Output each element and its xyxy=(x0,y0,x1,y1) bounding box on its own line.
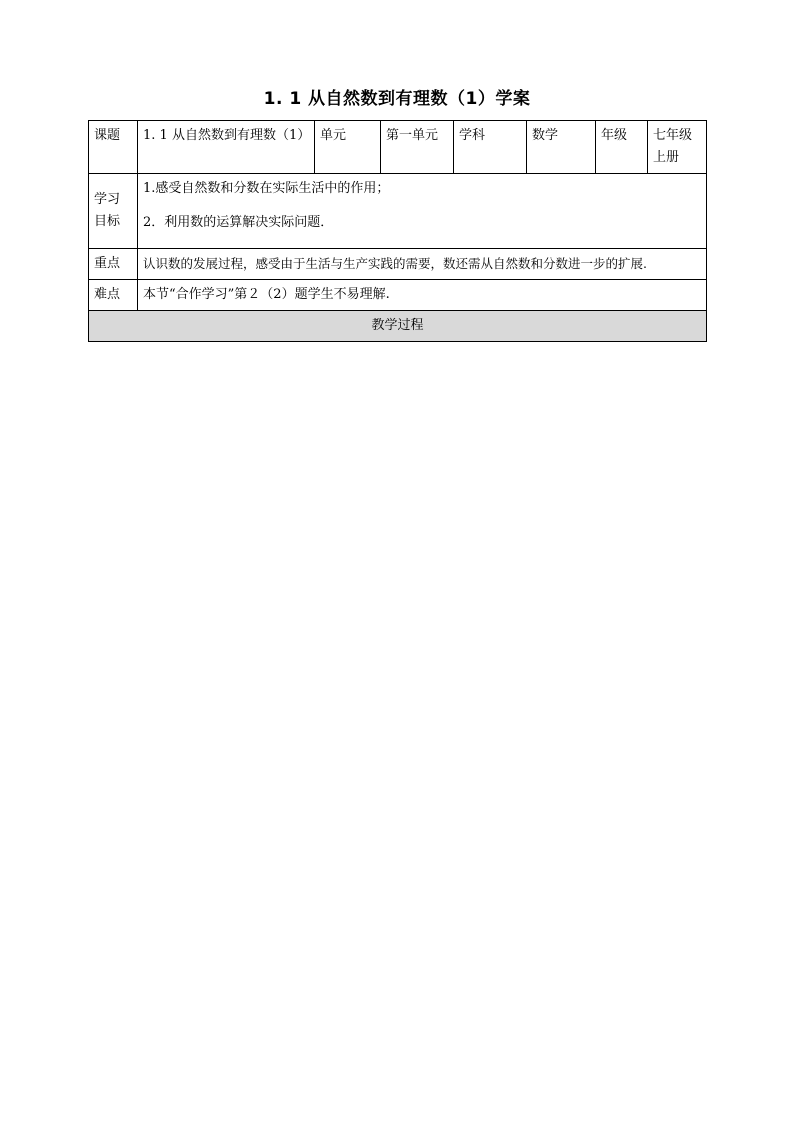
goals-row xyxy=(89,174,707,249)
unit-label: 单元 xyxy=(315,121,381,174)
goals-label: 学习目标 xyxy=(89,174,138,249)
process-row xyxy=(89,311,707,342)
header-row xyxy=(89,121,707,174)
difficulty-label: 难点 xyxy=(89,280,138,311)
difficulty-row xyxy=(89,280,707,311)
unit-value: 第一单元 xyxy=(381,121,454,174)
subject-value: 数学 xyxy=(527,121,596,174)
goal-item: 2．利用数的运算解决实际问题． xyxy=(143,215,334,230)
page-title: 1. 1 从自然数到有理数（1）学案 xyxy=(263,89,531,109)
topic-label: 课题 xyxy=(89,121,138,174)
subject-label: 学科 xyxy=(454,121,527,174)
key-point-row xyxy=(89,249,707,280)
goal-item: 1.感受自然数和分数在实际生活中的作用； xyxy=(143,181,390,196)
lesson-plan-table xyxy=(88,120,707,342)
grade-label: 年级 xyxy=(596,121,648,174)
goals-content xyxy=(138,174,707,249)
key-point-text: 认识数的发展过程，感受由于生活与生产实践的需要，数还需从自然数和分数进一步的扩展. xyxy=(138,249,707,280)
key-point-label: 重点 xyxy=(89,249,138,280)
difficulty-text: 本节“合作学习”第２（2）题学生不易理解. xyxy=(138,280,707,311)
grade-value: 七年级上册 xyxy=(648,121,707,174)
process-header: 教学过程 xyxy=(89,311,707,342)
topic-value: 1. 1 从自然数到有理数（1） xyxy=(138,121,315,174)
